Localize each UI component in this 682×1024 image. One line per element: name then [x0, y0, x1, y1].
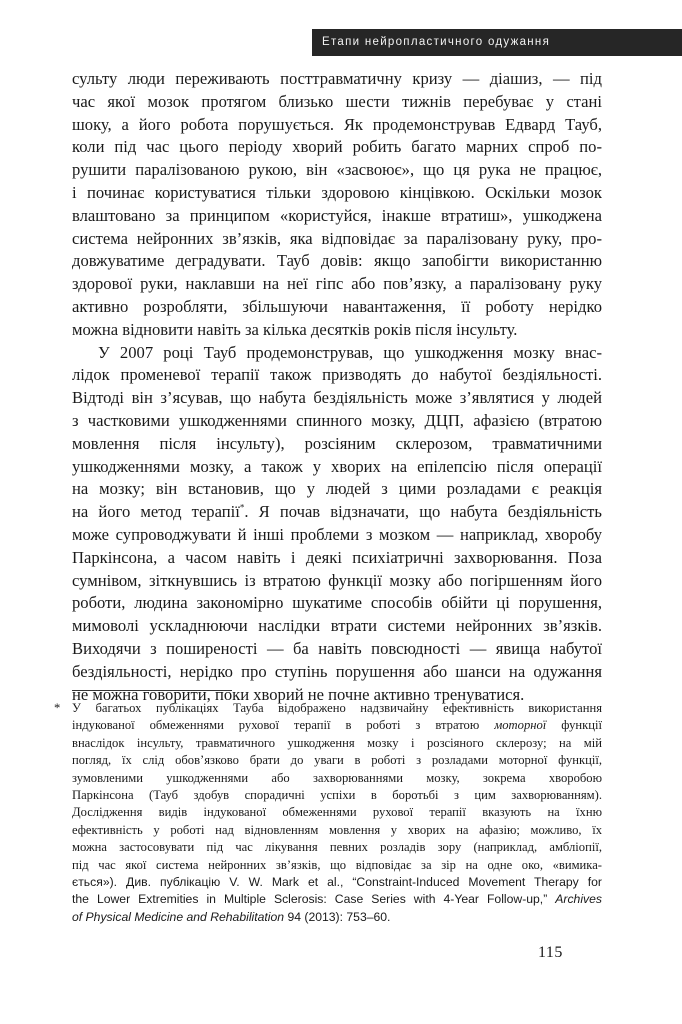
footnote-line: Паркінсона (Тауб здобув спорадичні успіхи в боротьбі з цим захворюванням). [72, 788, 602, 803]
footnote-line: можна застосовувати під час лікування певних розладів зору (наприклад, амбліопії, [72, 840, 602, 855]
text-line: сульту люди переживають посттравматичну кризу — діашиз, — під [72, 69, 602, 88]
text-line: на мозку; він встановив, що у людей з цими розладами є реакція [72, 479, 602, 499]
text-line: довжуватиме деградувати. Тауб довів: якщо запобігти використанню [72, 251, 602, 271]
main-text [72, 68, 602, 706]
text-line: і починає користуватися тільки здоровою кінцівкою. Оскільки мозок [72, 182, 602, 202]
footnote-line: Дослідження видів індукованої обмеженнями рухової терапії вказують на їхню [72, 805, 602, 820]
text-line: шоку, а його робота порушується. Як продемонстрував Едвард Тауб, [72, 114, 602, 134]
text-line: рушити паралізованою рукою, він «засвоює», що ця рука не працює, [72, 160, 602, 180]
text-line: У 2007 році Тауб продемонстрував, що ушкодження мозку внас- [98, 342, 602, 362]
text-fragment: індукованої обмеженнями рухової терапії в роботі з втратою [72, 718, 495, 733]
text-line: здорової руки, наклавши на неї гіпс або пов’язку, а паралізовану руку [72, 274, 602, 294]
paragraph-1 [72, 68, 602, 342]
footnote-line: погляд, їх слід обов’язково брати до уваги в роботі з розладами моторної функції, [72, 753, 602, 768]
footnote-reference-line [72, 891, 602, 908]
text-line-with-footnote [72, 501, 602, 524]
journal-title: Archives [555, 892, 602, 907]
text-line: можна відновити навіть за кілька десятків років після інсульту. [72, 319, 518, 339]
text-line: Паркінсона, а часом навіть і деякі психіатричні захворювання. Поза [72, 547, 602, 567]
text-line: мимоволі ускладнюючи наслідки втрати системи нейронних зв’язків. [72, 616, 602, 636]
text-line: влаштовано за принципом «користуйся, інакше втратиш», ушкоджена [72, 205, 602, 225]
footnote-line: У багатьох публікаціях Тауба відображено надзвичайну ефективність використання [72, 701, 602, 715]
running-header-title: Етапи нейропластичного одужання [322, 36, 551, 48]
footnote-reference: * [239, 502, 245, 513]
page-number: 115 [538, 944, 563, 961]
text-line: може супроводжувати й інші проблеми з мозком — наприклад, хворобу [72, 524, 602, 544]
text-fragment: . Я почав відзначати, що набута бездіяльність [244, 502, 602, 522]
text-line: мовлення після інсульту), розсіяним склерозом, травматичними [72, 433, 602, 453]
footnote-line: внаслідок інсульту, травматичного ушкодження мозку і розсіяного склерозу; на мій [72, 735, 602, 750]
italic-term: моторної [494, 718, 547, 733]
text-line: не можна говорити, поки хворий не почне активно тренуватися. [72, 684, 525, 704]
text-line: коли під час цього періоду хворий робить багато марних спроб по- [72, 137, 602, 157]
footnote-line: під час якої система нейронних зв’язків, що відповідає за зір на одне око, «вимика- [72, 857, 602, 872]
footnote [54, 700, 602, 926]
text-fragment: на його метод терапії [72, 502, 240, 522]
text-fragment: the Lower Extremities in Multiple Sclerosis: Case Series with 4-Year Follow-up,” [72, 892, 556, 907]
footnote-line: зумовленими ушкодженнями або захворюваннями мозку, зокрема хворобою [72, 770, 602, 785]
text-line: активно розробляти, збільшуючи навантаження, її роботу нерідко [72, 296, 602, 316]
footnote-reference-line [72, 909, 602, 926]
footnote-line [72, 717, 602, 734]
footnote-marker: * [54, 701, 61, 715]
text-line: сумнівом, зіткнувшись із втратою функції мозку або погіршенням його [72, 570, 602, 590]
text-line: ушкодженнями мозку, а також у хворих на епілепсію після операції [72, 456, 602, 476]
text-line: час якої мозок протягом близько шести тижнів перебуває у стані [72, 91, 602, 111]
text-line: бездіяльності, нерідко про ступінь порушення або шанси на одужання [72, 661, 602, 681]
text-fragment: 94 (2013): 753–60. [284, 909, 391, 924]
footnote-divider [72, 690, 232, 691]
paragraph-2 [72, 342, 602, 707]
text-line: з частковими ушкодженнями спинного мозку, ДЦП, афазією (втратою [72, 410, 602, 430]
text-line: система нейронних зв’язків, яка відповідає за паралізовану руку, про- [72, 228, 602, 248]
journal-title: of Physical Medicine and Rehabilitation [72, 909, 285, 924]
footnote-reference-line: ється»). Див. публікацію V. W. Mark et al., “Constraint-Induced Movement Therapy for [72, 875, 602, 890]
running-header [312, 29, 682, 56]
text-line: лідок променевої терапії також призводять до набутої бездіяльності. [72, 365, 602, 385]
footnote-line: ефективність у роботі над відновленням мовлення у хворих на афазію; можливо, їх [72, 822, 602, 837]
text-fragment: функції [546, 718, 602, 733]
text-line: роботи, людина закономірно шукатиме способів обійти ці порушення, [72, 593, 602, 613]
text-line: Виходячи з поширеності — ба навіть повсюдності — явища набутої [72, 638, 602, 658]
text-line: Відтоді він з’ясував, що набута бездіяльність може з’являтися у людей [72, 388, 602, 408]
